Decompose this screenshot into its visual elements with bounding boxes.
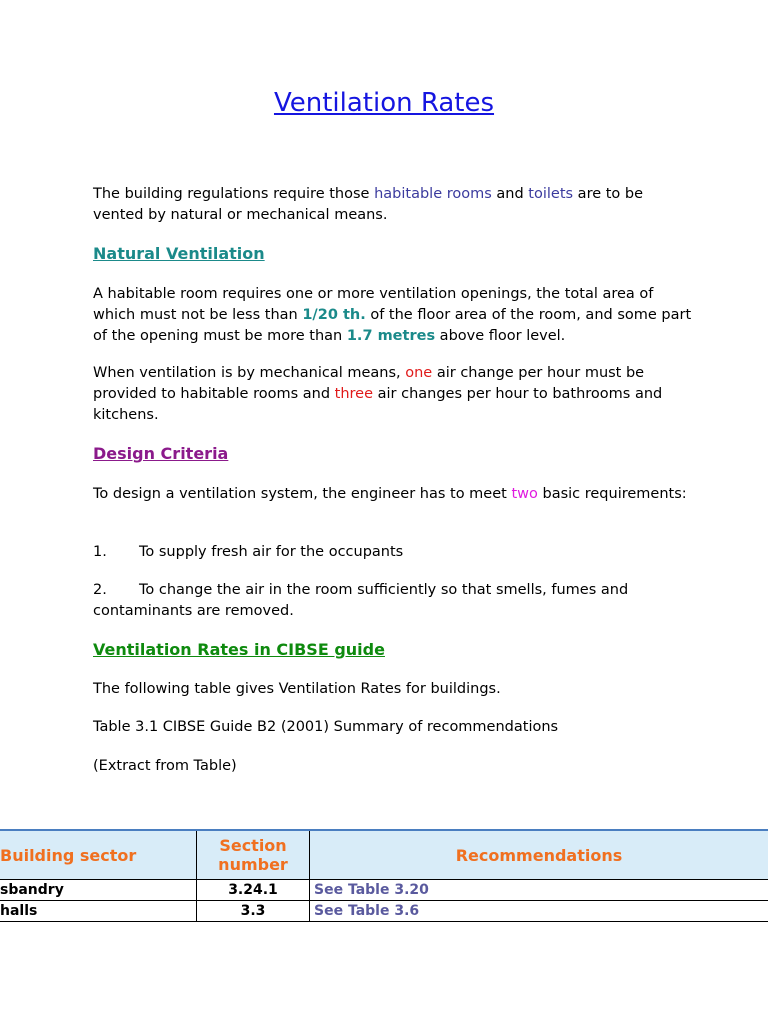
natural-p2-text-3: air changes per hour to bathrooms and kitchens. (93, 386, 663, 423)
natural-paragraph-2 (93, 363, 693, 426)
table-row (0, 880, 768, 901)
natural-p1-text-2: of the floor area of the room, and some part of the opening must be more than (93, 307, 692, 344)
design-p1-text-2: basic requirements: (537, 486, 687, 502)
natural-p1-text-3: above floor level. (435, 328, 566, 344)
list-item-number: 2. (93, 582, 107, 598)
table-row (0, 901, 768, 922)
intro-paragraph (93, 184, 693, 226)
design-paragraph (93, 484, 693, 505)
design-p1-highlight-two: two (511, 486, 538, 502)
intro-highlight-habitable-rooms: habitable rooms (374, 186, 492, 202)
header-recommendations: Recommendations (310, 830, 768, 880)
cell-recommendation: See Table 3.6 (310, 901, 768, 922)
table-header-row (0, 830, 768, 880)
header-building-sector: Building sector (0, 830, 197, 880)
heading-design-criteria: Design Criteria (93, 444, 229, 463)
heading-cibse-rates: Ventilation Rates in CIBSE guide (93, 640, 385, 659)
natural-p1-text-1: A habitable room requires one or more ventilation openings, the total area of which must not be less than (93, 286, 654, 323)
cibse-paragraph-2: Table 3.1 CIBSE Guide B2 (2001) Summary of recommendations (93, 719, 559, 735)
page-title: Ventilation Rates (273, 88, 495, 118)
intro-text-1: The building regulations require those (93, 186, 375, 202)
list-item-number: 1. (93, 544, 107, 560)
header-section-number: Section number (197, 830, 310, 880)
cell-sector: halls (0, 901, 197, 922)
intro-text-2: and (491, 186, 529, 202)
list-item (93, 542, 693, 563)
cibse-paragraph-3: (Extract from Table) (93, 758, 237, 774)
cell-sector: sbandry (0, 880, 197, 901)
intro-text-3: are to be vented by natural or mechanical means. (93, 186, 644, 223)
design-p1-text-1: To design a ventilation system, the engineer has to meet (93, 486, 512, 502)
list-item (93, 580, 693, 622)
cell-section: 3.3 (197, 901, 310, 922)
cell-section: 3.24.1 (197, 880, 310, 901)
list-item-text: To supply fresh air for the occupants (139, 544, 404, 560)
natural-p2-text-1: When ventilation is by mechanical means, (93, 365, 406, 381)
cibse-paragraph-1: The following table gives Ventilation Rates for buildings. (93, 681, 501, 697)
cell-recommendation: See Table 3.20 (310, 880, 768, 901)
heading-natural-ventilation: Natural Ventilation (93, 244, 265, 263)
natural-p2-highlight-one: one (405, 365, 433, 381)
natural-p1-highlight-fraction: 1/20 th. (302, 307, 366, 323)
natural-p2-text-2: air change per hour must be provided to habitable rooms and (93, 365, 645, 402)
recommendations-table (0, 829, 768, 922)
natural-p1-highlight-height: 1.7 metres (346, 328, 436, 344)
natural-paragraph-1 (93, 284, 693, 347)
natural-p2-highlight-three: three (334, 386, 374, 402)
list-item-text: To change the air in the room sufficiently so that smells, fumes and contaminants are removed. (93, 582, 629, 619)
intro-highlight-toilets: toilets (528, 186, 574, 202)
